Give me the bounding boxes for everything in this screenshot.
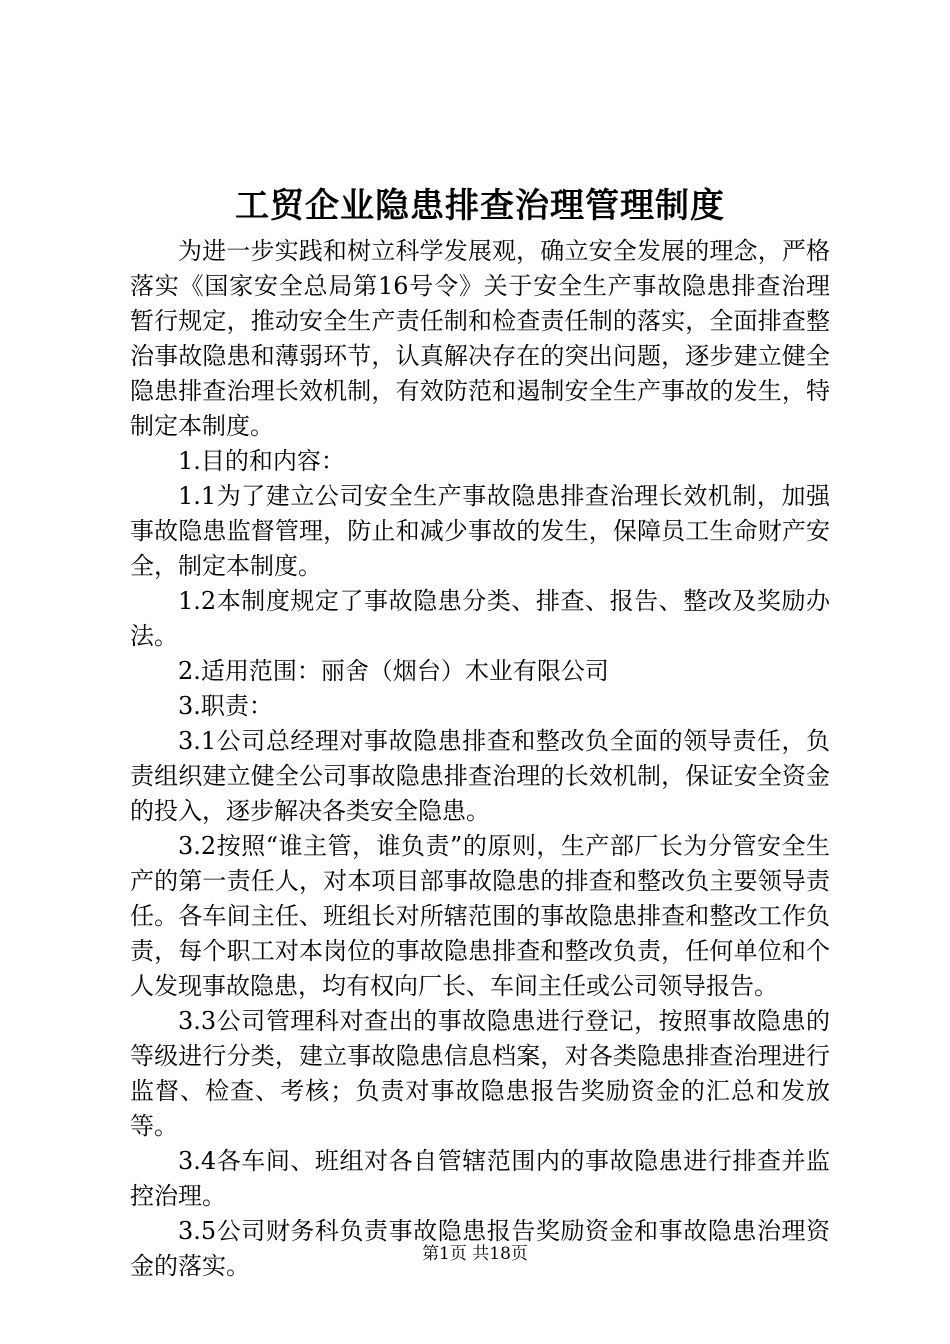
paragraph-3-2: 3.2按照“谁主管，谁负责”的原则，生产部厂长为分管安全生产的第一责任人，对本项目部事故隐患的排查和整改负主要领导责任。各车间主任、班组长对所辖范围的事故隐患排查和整改工作负责，每个职工对本岗位的事故隐患排查和整改负责，任何单位和个人发现事故隐患，均有权向厂长、车间主任或公司领导报告。	[130, 832, 830, 1000]
paragraph-section-3: 3.职责：	[178, 692, 273, 720]
paragraph-1-1: 1.1为了建立公司安全生产事故隐患排查治理长效机制，加强事故隐患监督管理，防止和减少事故的发生，保障员工生命财产安全，制定本制度。	[130, 482, 830, 580]
paragraph-intro: 为进一步实践和树立科学发展观，确立安全发展的理念，严格落实《国家安全总局第16号令》关于安全生产事故隐患排查治理暂行规定，推动安全生产责任制和检查责任制的落实，全面排查整治事故隐患和薄弱环节，认真解决存在的突出问题，逐步建立健全隐患排查治理长效机制，有效防范和遏制安全生产事故的发生，特制定本制度。	[130, 237, 830, 440]
paragraph-section-1: 1.目的和内容：	[178, 447, 345, 475]
document-title: 工贸企业隐患排查治理管理制度	[235, 186, 725, 226]
paragraph-3-3: 3.3公司管理科对查出的事故隐患进行登记，按照事故隐患的等级进行分类，建立事故隐患信息档案，对各类隐患排查治理进行监督、检查、考核；负责对事故隐患报告奖励资金的汇总和发放等。	[130, 1007, 830, 1140]
paragraph-section-2: 2.适用范围：丽舍（烟台）木业有限公司	[178, 657, 609, 685]
paragraph-3-5: 3.5公司财务科负责事故隐患报告奖励资金和事故隐患治理资金的落实。	[130, 1217, 830, 1280]
page-number-footer: 第1页 共18页	[422, 1244, 528, 1264]
paragraph-3-4: 3.4各车间、班组对各自管辖范围内的事故隐患进行排查并监控治理。	[130, 1147, 830, 1210]
paragraph-1-2: 1.2本制度规定了事故隐患分类、排查、报告、整改及奖励办法。	[130, 587, 830, 650]
document-page	[130, 180, 830, 1284]
paragraph-3-1: 3.1公司总经理对事故隐患排查和整改负全面的领导责任，负责组织建立健全公司事故隐患排查治理的长效机制，保证安全资金的投入，逐步解决各类安全隐患。	[130, 727, 830, 825]
